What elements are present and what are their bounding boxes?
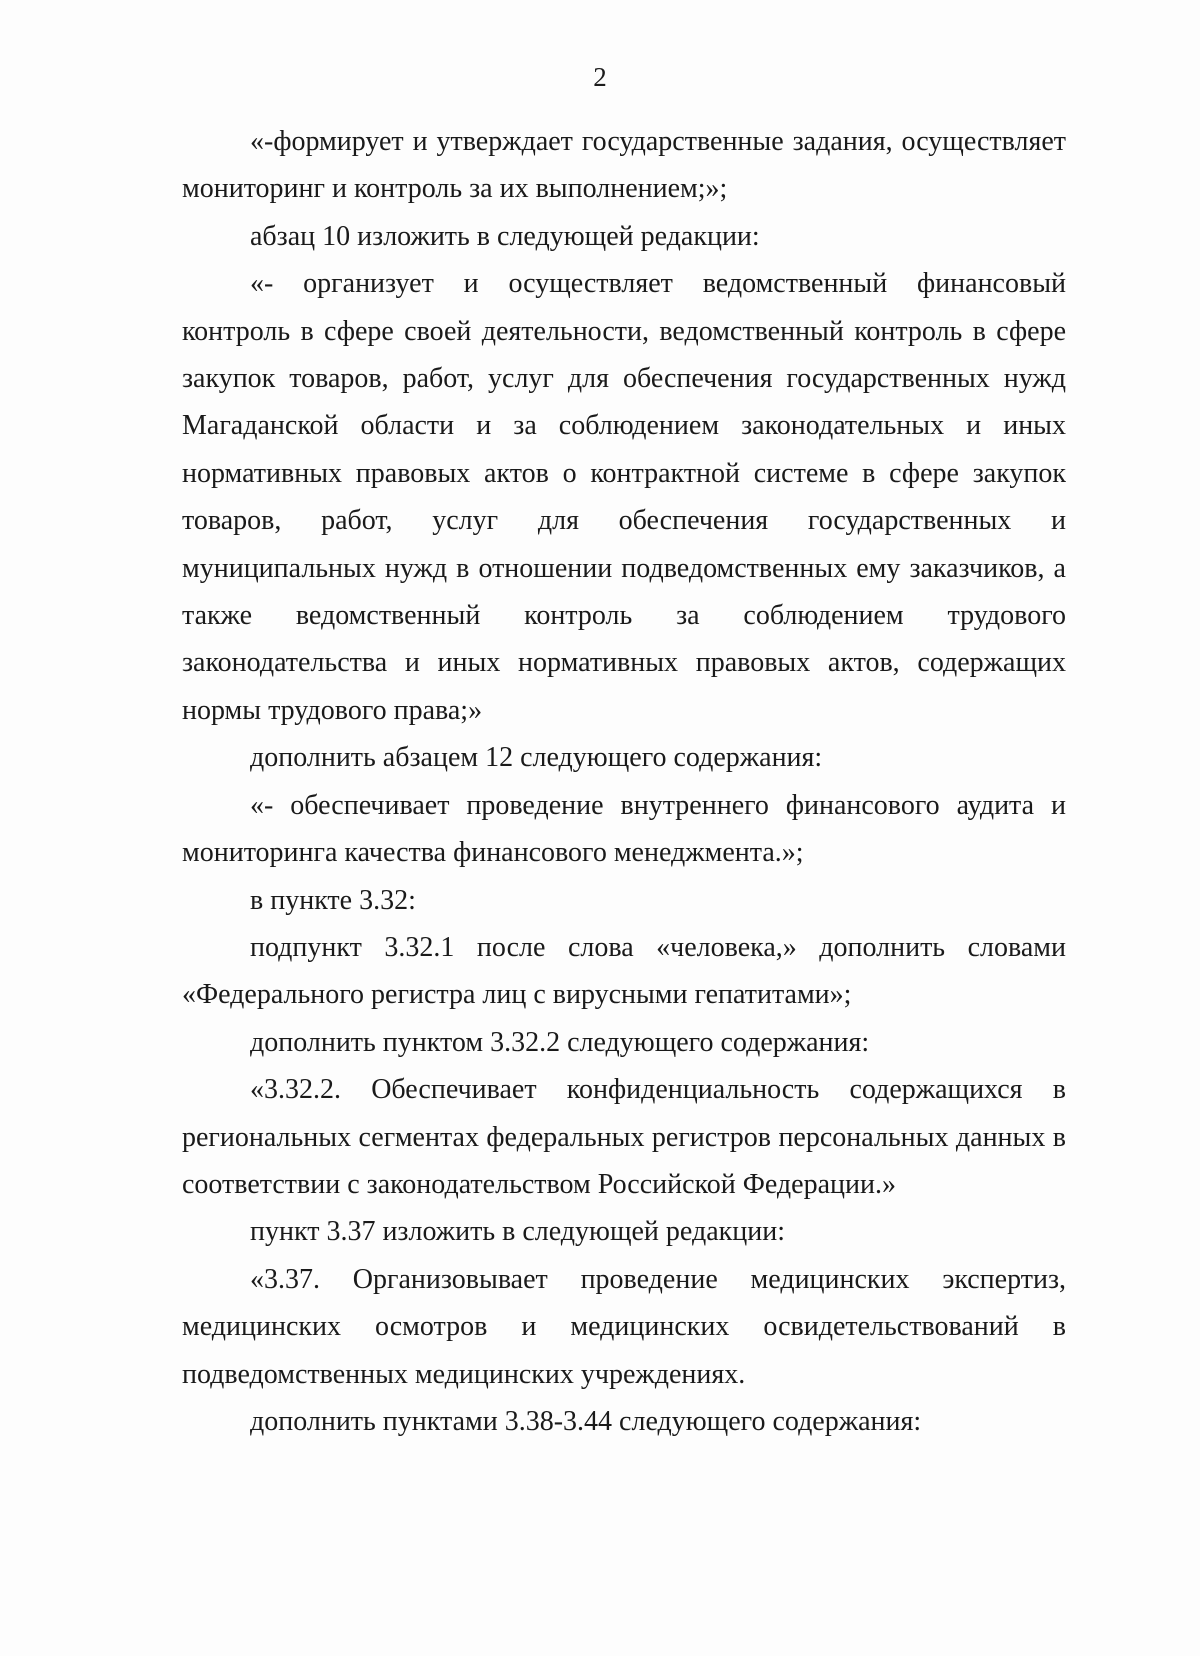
paragraph-9: «3.32.2. Обеспечивает конфиденциальность содержащихся в региональных сегментах федеральных регистров персональных данных в соответствии с законодательством Российской Федерации.» [182, 1074, 1066, 1200]
page-number: 2 [593, 62, 607, 92]
paragraph-10: пункт 3.37 изложить в следующей редакции: [250, 1216, 785, 1248]
paragraph-6: в пункте 3.32: [250, 884, 416, 916]
paragraph-2: абзац 10 изложить в следующей редакции: [250, 220, 760, 252]
paragraph-8: дополнить пунктом 3.32.2 следующего содержания: [250, 1026, 870, 1058]
document-body [182, 118, 1066, 1445]
paragraph-1: «-формирует и утверждает государственные задания, осуществляет мониторинг и контроль за их выполнением;»; [182, 126, 1066, 205]
paragraph-4: дополнить абзацем 12 следующего содержания: [250, 742, 823, 774]
paragraph-11: «3.37. Организовывает проведение медицинских экспертиз, медицинских осмотров и медицинских освидетельствований в подведомственных медицинских учреждениях. [182, 1263, 1066, 1390]
paragraph-12: дополнить пунктами 3.38-3.44 следующего содержания: [250, 1405, 922, 1437]
paragraph-7: подпункт 3.32.1 после слова «человека,» дополнить словами «Федерального регистра лиц с вирусными гепатитами»; [182, 931, 1066, 1011]
paragraph-3: «- организует и осуществляет ведомственный финансовый контроль в сфере своей деятельности, ведомственный контроль в сфере закупок товаров, работ, услуг для обеспечения государственных нужд Магаданской области и за соблюдением законодательных и иных нормативных правовых актов о контрактной системе в сфере закупок товаров, работ, услуг для обеспечения государственных и муниципальных нужд в отношении подведомственных ему заказчиков, а также ведомственный контроль за соблюдением трудового законодательства и иных нормативных правовых актов, содержащих нормы трудового права;» [182, 268, 1066, 726]
paragraph-5: «- обеспечивает проведение внутреннего финансового аудита и мониторинга качества финансового менеджмента.»; [182, 789, 1066, 869]
